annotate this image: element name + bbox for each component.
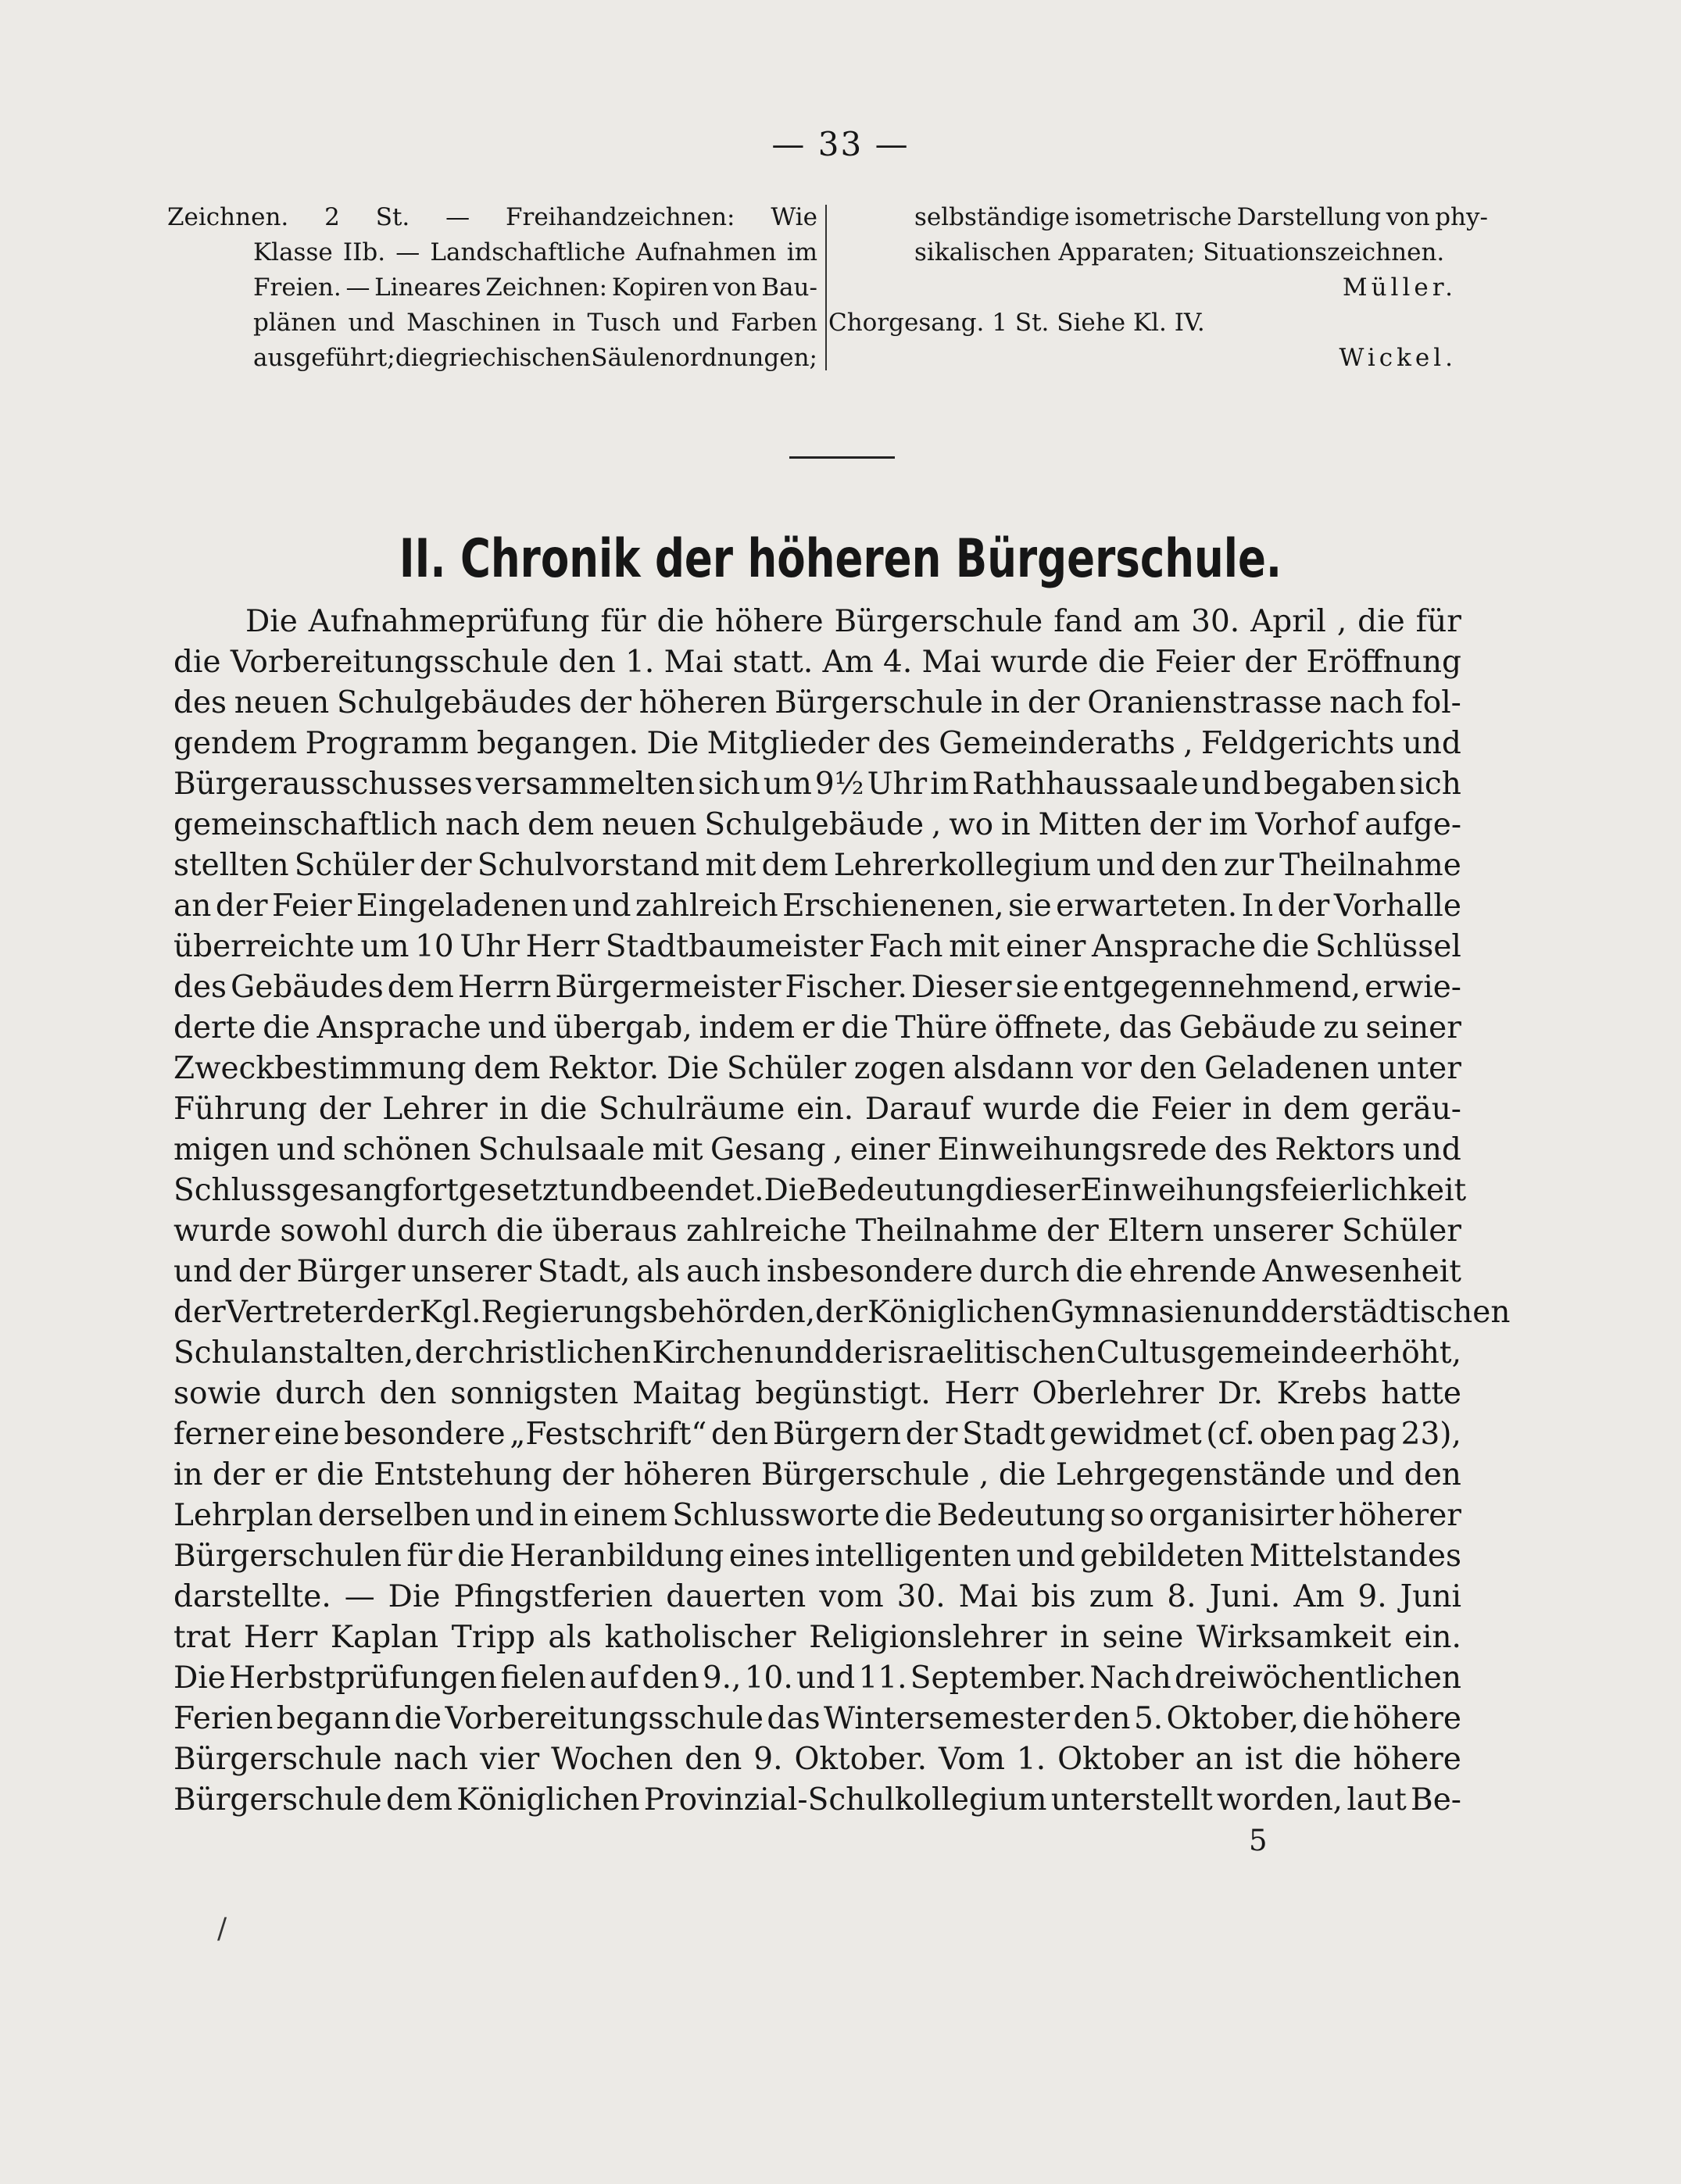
timetable-right-line: selbständige isometrische Darstellung von phy- [914,203,1488,231]
signature-mark: 5 [1249,1824,1268,1857]
body-line: stellten Schüler der Schulvorstand mit dem Lehrerkollegium und den zur Theilnahme [173,848,1461,883]
timetable-right-line: Chorgesang. 1 St. Siehe Kl. IV. [828,309,1205,337]
teacher-name: Müller. [1342,273,1457,302]
timetable-right-line: sikalischen Apparaten; Situationszeichnen. [914,238,1445,266]
body-line: wurde sowohl durch die überaus zahlreiche Theilnahme der Eltern unserer Schüler [173,1214,1461,1249]
teacher-name: Wickel. [1339,344,1457,372]
timetable-left-line: Klasse IIb. — Landschaftliche Aufnahmen im [253,238,817,266]
body-line: Bürgerausschusses versammelten sich um 9½ Uhr im Rathhaussaale und begaben sich [173,767,1461,802]
body-line: Ferien begann die Vorbereitungsschule das Wintersemester den 5. Oktober, die höhere [173,1701,1461,1736]
body-line: sowie durch den sonnigsten Maitag begünstigt. Herr Oberlehrer Dr. Krebs hatte [173,1376,1461,1411]
body-line: gemeinschaftlich nach dem neuen Schulgebäude , wo in Mitten der im Vorhof aufge- [173,807,1461,842]
timetable-left-line: ausgeführt; die griechischen Säulenordnungen; [253,344,817,372]
body-line: Die Herbstprüfungen fielen auf den 9., 10. und 11. September. Nach dreiwöchentlichen [173,1660,1461,1696]
body-line: darstellte. — Die Pfingstferien dauerten vom 30. Mai bis zum 8. Juni. Am 9. Juni [173,1579,1461,1614]
body-line: Die Aufnahmeprüfung für die höhere Bürgerschule fand am 30. April , die für [245,604,1461,639]
timetable-left-line: Zeichnen. 2 St. — Freihandzeichnen: Wie [167,203,817,231]
body-line: gendem Programm begangen. Die Mitglieder des Gemeinderaths , Feldgerichts und [173,726,1461,761]
body-line: migen und schönen Schulsaale mit Gesang , einer Einweihungsrede des Rektors und [173,1132,1461,1167]
body-line: Schlussgesang fortgesetzt und beendet. Die Bedeutung dieser Einweihungsfeierlichkeit [173,1173,1467,1208]
timetable-right-column [828,200,1488,376]
body-line: der Vertreter der Kgl. Regierungsbehörden, der Königlichen Gymnasien und der städtischen [173,1295,1511,1330]
section-heading: II. Chronik der höheren Bürgerschule. [399,528,1282,590]
page-number: — 33 — [771,125,910,163]
body-line: überreichte um 10 Uhr Herr Stadtbaumeister Fach mit einer Ansprache die Schlüssel [173,929,1461,964]
body-line: des neuen Schulgebäudes der höheren Bürgerschule in der Oranienstrasse nach fol- [173,685,1461,720]
body-line: Schulanstalten, der christlichen Kirchen und der israelitischen Cultusgemeinde erhöht, [173,1335,1461,1371]
body-line: derte die Ansprache und übergab, indem er die Thüre öffnete, das Gebäude zu seiner [173,1010,1461,1046]
timetable-left-line: Freien. — Lineares Zeichnen: Kopiren von Bau- [253,273,817,302]
timetable-left-line: plänen und Maschinen in Tusch und Farben [253,309,817,337]
body-line: Führung der Lehrer in die Schulräume ein. Darauf wurde die Feier in dem geräu- [173,1092,1461,1127]
body-line: an der Feier Eingeladenen und zahlreich Erschienenen, sie erwarteten. In der Vorhalle [173,888,1461,924]
timetable-left-column [167,200,817,376]
timetable-section [167,200,1488,388]
body-line: Bürgerschule dem Königlichen Provinzial-Schulkollegium unterstellt worden, laut Be- [173,1782,1461,1818]
column-divider [825,205,827,370]
body-line: Lehrplan derselben und in einem Schlussworte die Bedeutung so organisirter höherer [173,1498,1461,1533]
body-line: Zweckbestimmung dem Rektor. Die Schüler zogen alsdann vor den Geladenen unter [173,1051,1461,1086]
body-line: Bürgerschule nach vier Wochen den 9. Oktober. Vom 1. Oktober an ist die höhere [173,1742,1461,1777]
section-rule [789,456,895,459]
body-text [173,602,1511,1821]
body-line: in der er die Entstehung der höheren Bürgerschule , die Lehrgegenstände und den [173,1457,1461,1492]
body-line: die Vorbereitungsschule den 1. Mai statt. Am 4. Mai wurde die Feier der Eröffnung [173,645,1461,680]
body-line: und der Bürger unserer Stadt, als auch insbesondere durch die ehrende Anwesenheit [173,1254,1461,1289]
body-line: trat Herr Kaplan Tripp als katholischer Religionslehrer in seine Wirksamkeit ein. [173,1620,1461,1655]
body-line: des Gebäudes dem Herrn Bürgermeister Fischer. Dieser sie entgegennehmend, erwie- [173,970,1461,1005]
stray-mark: / [217,1913,227,1945]
body-line: Bürgerschulen für die Heranbildung eines intelligenten und gebildeten Mittelstandes [173,1539,1461,1574]
body-line: ferner eine besondere „Festschrift“ den Bürgern der Stadt gewidmet (cf. oben pag 23), [173,1417,1461,1452]
